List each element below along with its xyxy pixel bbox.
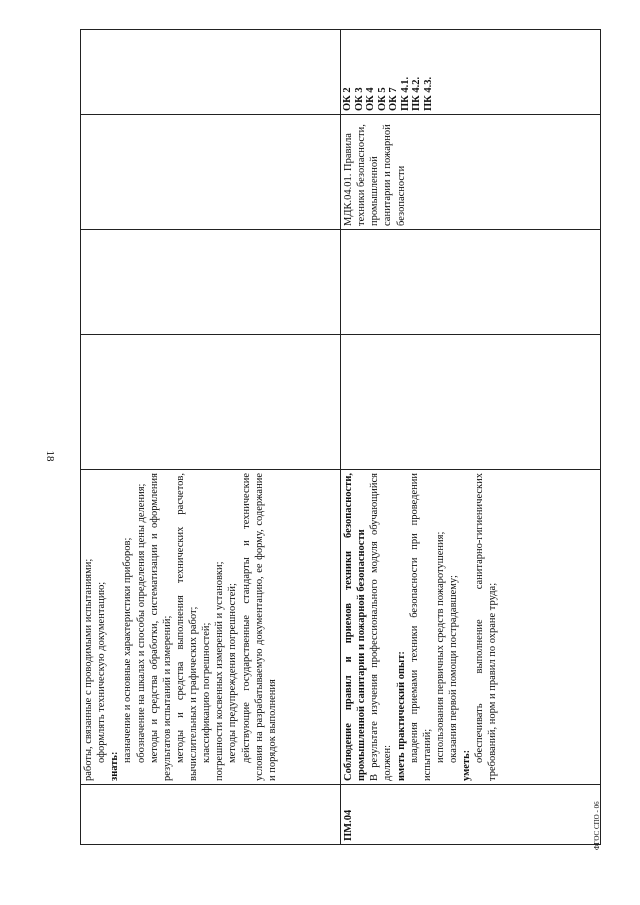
competency-code: ОК 3 — [353, 87, 365, 111]
standards-table — [80, 29, 601, 845]
content-paragraph: классификацию погрешностей; — [201, 622, 213, 763]
content-paragraph: оформлять техническую документацию; — [96, 581, 108, 763]
table-row — [81, 30, 341, 845]
competencies-cell — [341, 30, 601, 115]
mdk-cell: МДК.04.01. Правила техники безопасности, промышленной санитарии и пожарной безопасности — [341, 115, 601, 230]
mdk-cell — [81, 115, 341, 230]
hours-max-cell — [341, 335, 601, 470]
competency-code: ОК 7 — [388, 87, 400, 111]
module-code: ПМ.04 — [343, 809, 354, 841]
content-cell — [81, 470, 341, 785]
content-paragraph: обеспечивать выполнение санитарно-гигиенических требований, норм и правил по охране труда; — [474, 473, 499, 781]
competency-code: ПК 4.2. — [411, 76, 423, 111]
competency-code: ПК 4.1. — [399, 76, 411, 111]
module-code-cell — [341, 785, 601, 845]
page-number: 18 — [44, 450, 56, 462]
content-paragraph: действующие государственные стандарты и технические условия на разрабатываемую документацию, ее форму, содержание и порядок выполнения — [240, 473, 278, 781]
content-paragraph: использования первичных средств пожаротушения; — [434, 531, 446, 763]
content-paragraph: знать: — [109, 751, 121, 781]
content-paragraph: оказания первой помощи пострадавшему; — [448, 575, 459, 763]
hours-class-cell — [81, 230, 341, 335]
content-paragraph: погрешности косвенных измерений и установки; — [214, 561, 226, 781]
standards-table-rotated — [80, 30, 600, 845]
content-paragraph: владения приемами техники безопасности при проведении испытаний; — [408, 473, 433, 781]
competency-code: ОК 5 — [376, 87, 388, 111]
competencies-cell — [81, 30, 341, 115]
content-paragraph: обозначение на шкалах и способы определения цены деления; — [135, 483, 147, 763]
content-paragraph: работы, связанные с проводимыми испытаниями; — [83, 558, 94, 781]
competency-code: ПК 4.3. — [422, 76, 434, 111]
content-paragraph: В результате изучения профессионального модуля обучающийся должен: — [369, 473, 394, 781]
content-paragraph: методы и средства выполнения технических расчетов, вычислительных и графических работ; — [174, 473, 199, 781]
competency-code: ОК 4 — [365, 87, 377, 111]
content-cell — [341, 470, 601, 785]
hours-class-cell — [341, 230, 601, 335]
content-paragraph: назначение и основные характеристики приборов; — [122, 537, 134, 763]
content-paragraph: Соблюдение правил и приемов техники безопасности, промышленной санитарии и пожарной безопасности — [343, 473, 368, 781]
content-paragraph: уметь: — [461, 749, 473, 781]
content-paragraph: методы предупреждения погрешностей; — [227, 583, 239, 763]
footer-code: ФГОС СПО - 06 — [593, 801, 601, 850]
hours-max-cell — [81, 335, 341, 470]
module-code-cell — [81, 785, 341, 845]
content-paragraph: методы и средства обработки, систематизации и оформления результатов испытаний и измерений; — [148, 473, 173, 781]
competency-code: ОК 2 — [342, 87, 353, 111]
content-paragraph: иметь практический опыт: — [395, 651, 407, 781]
table-row — [341, 30, 601, 845]
